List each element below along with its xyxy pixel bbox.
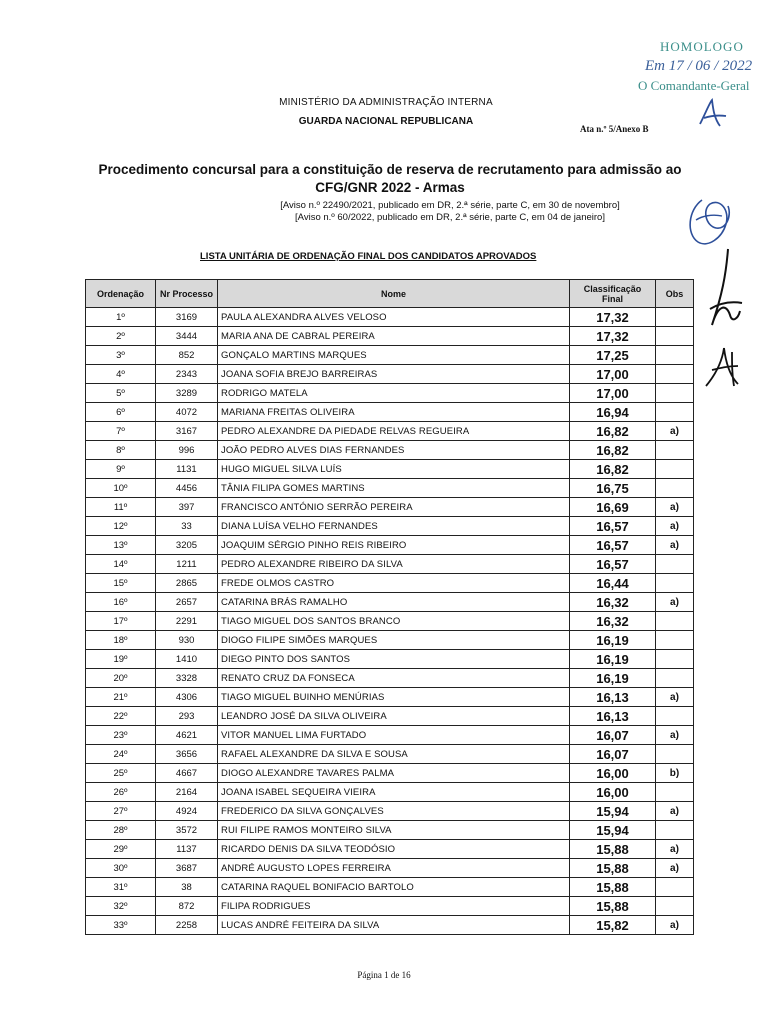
aviso-reference-2: [Aviso n.º 60/2022, publicado em DR, 2.ª série, parte C, em 04 de janeiro] [295,212,605,223]
nr-processo-cell: 4072 [156,403,218,422]
classificacao-cell: 16,82 [570,441,656,460]
classificacao-cell: 15,94 [570,802,656,821]
obs-cell [656,574,694,593]
obs-cell: a) [656,726,694,745]
classificacao-cell: 16,07 [570,726,656,745]
obs-cell [656,555,694,574]
classificacao-cell: 16,57 [570,555,656,574]
ordenacao-cell: 7º [86,422,156,441]
classificacao-cell: 15,88 [570,840,656,859]
table-row [86,612,694,631]
nr-processo-cell: 33 [156,517,218,536]
table-row [86,688,694,707]
obs-cell [656,783,694,802]
obs-cell [656,403,694,422]
classificacao-cell: 16,75 [570,479,656,498]
obs-cell: a) [656,593,694,612]
obs-cell [656,707,694,726]
ordenacao-cell: 29º [86,840,156,859]
nome-cell: TÂNIA FILIPA GOMES MARTINS [218,479,570,498]
organization-name: GUARDA NACIONAL REPUBLICANA [298,116,474,127]
classificacao-cell: 16,19 [570,631,656,650]
obs-cell [656,479,694,498]
ordenacao-cell: 8º [86,441,156,460]
column-header-ordenacao: Ordenação [86,280,156,308]
nr-processo-cell: 3444 [156,327,218,346]
classificacao-cell: 16,19 [570,650,656,669]
ordenacao-cell: 19º [86,650,156,669]
ordenacao-cell: 23º [86,726,156,745]
approval-stamp-title: HOMOLOGO [660,39,744,54]
table-row [86,897,694,916]
nome-cell: FREDE OLMOS CASTRO [218,574,570,593]
nr-processo-cell: 852 [156,346,218,365]
obs-cell [656,308,694,327]
table-row [86,384,694,403]
nr-processo-cell: 930 [156,631,218,650]
ordenacao-cell: 4º [86,365,156,384]
obs-cell [656,327,694,346]
obs-cell [656,612,694,631]
nr-processo-cell: 1211 [156,555,218,574]
classificacao-cell: 16,69 [570,498,656,517]
classificacao-cell: 15,88 [570,878,656,897]
signature-3 [702,344,742,390]
nr-processo-cell: 3289 [156,384,218,403]
nome-cell: CATARINA BRÁS RAMALHO [218,593,570,612]
nr-processo-cell: 4924 [156,802,218,821]
column-header-classificacao: Classificação Final [570,280,656,308]
nr-processo-cell: 2164 [156,783,218,802]
table-row [86,631,694,650]
ordenacao-cell: 26º [86,783,156,802]
nome-cell: CATARINA RAQUEL BONIFACIO BARTOLO [218,878,570,897]
column-header-obs: Obs [656,280,694,308]
table-row [86,536,694,555]
table-row [86,669,694,688]
ordenacao-cell: 18º [86,631,156,650]
table-row [86,460,694,479]
classificacao-cell: 16,13 [570,688,656,707]
nome-cell: PAULA ALEXANDRA ALVES VELOSO [218,308,570,327]
classificacao-cell: 16,57 [570,536,656,555]
ordenacao-cell: 12º [86,517,156,536]
table-row [86,498,694,517]
obs-cell [656,460,694,479]
table-row [86,308,694,327]
nr-processo-cell: 1131 [156,460,218,479]
classificacao-cell: 15,94 [570,821,656,840]
nr-processo-cell: 2343 [156,365,218,384]
classificacao-cell: 16,13 [570,707,656,726]
nome-cell: FRANCISCO ANTÓNIO SERRÃO PEREIRA [218,498,570,517]
nr-processo-cell: 2657 [156,593,218,612]
obs-cell: a) [656,422,694,441]
nome-cell: MARIANA FREITAS OLIVEIRA [218,403,570,422]
nome-cell: GONÇALO MARTINS MARQUES [218,346,570,365]
nome-cell: RAFAEL ALEXANDRE DA SILVA E SOUSA [218,745,570,764]
page-number: Página 1 de 16 [357,970,411,980]
classificacao-cell: 17,00 [570,365,656,384]
nome-cell: MARIA ANA DE CABRAL PEREIRA [218,327,570,346]
ordenacao-cell: 3º [86,346,156,365]
nr-processo-cell: 872 [156,897,218,916]
obs-cell [656,441,694,460]
ordenacao-cell: 27º [86,802,156,821]
table-row [86,726,694,745]
nr-processo-cell: 3167 [156,422,218,441]
table-row [86,327,694,346]
ordenacao-cell: 14º [86,555,156,574]
ordenacao-cell: 15º [86,574,156,593]
ordenacao-cell: 33º [86,916,156,935]
nr-processo-cell: 3656 [156,745,218,764]
obs-cell: a) [656,498,694,517]
nome-cell: RODRIGO MATELA [218,384,570,403]
nr-processo-cell: 4667 [156,764,218,783]
document-title-line-1: Procedimento concursal para a constituição de reserva de recrutamento para admissão ao [98,162,682,177]
ordenacao-cell: 17º [86,612,156,631]
classificacao-cell: 16,32 [570,593,656,612]
ordenacao-cell: 10º [86,479,156,498]
nome-cell: JOÃO PEDRO ALVES DIAS FERNANDES [218,441,570,460]
approval-stamp-role: O Comandante-Geral [638,78,750,93]
classificacao-cell: 16,44 [570,574,656,593]
nr-processo-cell: 3687 [156,859,218,878]
approval-stamp-date: Em 17 / 06 / 2022 [645,58,753,74]
classificacao-cell: 16,19 [570,669,656,688]
obs-cell [656,878,694,897]
nome-cell: FREDERICO DA SILVA GONÇALVES [218,802,570,821]
nome-cell: RUI FILIPE RAMOS MONTEIRO SILVA [218,821,570,840]
nr-processo-cell: 2291 [156,612,218,631]
ordenacao-cell: 9º [86,460,156,479]
obs-cell: a) [656,859,694,878]
table-row [86,574,694,593]
classificacao-cell: 15,88 [570,859,656,878]
table-row [86,422,694,441]
ordenacao-cell: 16º [86,593,156,612]
obs-cell [656,745,694,764]
table-row [86,650,694,669]
table-row [86,365,694,384]
nr-processo-cell: 1410 [156,650,218,669]
obs-cell [656,346,694,365]
classificacao-cell: 15,82 [570,916,656,935]
table-row [86,821,694,840]
nome-cell: ANDRÉ AUGUSTO LOPES FERREIRA [218,859,570,878]
nr-processo-cell: 397 [156,498,218,517]
nome-cell: HUGO MIGUEL SILVA LUÍS [218,460,570,479]
ordenacao-cell: 24º [86,745,156,764]
nome-cell: PEDRO ALEXANDRE RIBEIRO DA SILVA [218,555,570,574]
obs-cell: a) [656,536,694,555]
obs-cell: a) [656,517,694,536]
obs-cell [656,384,694,403]
table-row [86,707,694,726]
nr-processo-cell: 3572 [156,821,218,840]
nome-cell: DIEGO PINTO DOS SANTOS [218,650,570,669]
table-row [86,783,694,802]
nr-processo-cell: 1137 [156,840,218,859]
classificacao-cell: 16,82 [570,460,656,479]
ordenacao-cell: 1º [86,308,156,327]
nome-cell: RICARDO DENIS DA SILVA TEODÓSIO [218,840,570,859]
ordenacao-cell: 31º [86,878,156,897]
table-row [86,517,694,536]
ordenacao-cell: 28º [86,821,156,840]
obs-cell [656,631,694,650]
table-row [86,878,694,897]
list-title: LISTA UNITÁRIA DE ORDENAÇÃO FINAL DOS CANDIDATOS APROVADOS [200,251,537,262]
ordenacao-cell: 30º [86,859,156,878]
nr-processo-cell: 2258 [156,916,218,935]
classificacao-cell: 16,82 [570,422,656,441]
classificacao-cell: 16,32 [570,612,656,631]
ordenacao-cell: 11º [86,498,156,517]
ordenacao-cell: 25º [86,764,156,783]
nome-cell: VITOR MANUEL LIMA FURTADO [218,726,570,745]
obs-cell [656,669,694,688]
nr-processo-cell: 4621 [156,726,218,745]
obs-cell: a) [656,840,694,859]
nr-processo-cell: 3205 [156,536,218,555]
nome-cell: DIOGO FILIPE SIMÕES MARQUES [218,631,570,650]
nome-cell: LEANDRO JOSÉ DA SILVA OLIVEIRA [218,707,570,726]
classificacao-cell: 17,32 [570,308,656,327]
obs-cell [656,897,694,916]
table-header-row [86,280,694,308]
obs-cell [656,365,694,384]
nome-cell: LUCAS ANDRÉ FEITEIRA DA SILVA [218,916,570,935]
classificacao-cell: 16,57 [570,517,656,536]
obs-cell: a) [656,802,694,821]
table-row [86,840,694,859]
nr-processo-cell: 2865 [156,574,218,593]
nome-cell: JOANA ISABEL SEQUEIRA VIEIRA [218,783,570,802]
table-row [86,764,694,783]
ordenacao-cell: 13º [86,536,156,555]
nome-cell: DIOGO ALEXANDRE TAVARES PALMA [218,764,570,783]
ordenacao-cell: 2º [86,327,156,346]
ordenacao-cell: 5º [86,384,156,403]
table-row [86,441,694,460]
nr-processo-cell: 4306 [156,688,218,707]
table-row [86,916,694,935]
nome-cell: TIAGO MIGUEL BUINHO MENÚRIAS [218,688,570,707]
column-header-nr-processo: Nr Processo [156,280,218,308]
ordenacao-cell: 6º [86,403,156,422]
table-row [86,346,694,365]
classificacao-cell: 16,07 [570,745,656,764]
nr-processo-cell: 4456 [156,479,218,498]
classificacao-cell: 15,88 [570,897,656,916]
document-reference: Ata n.º 5/Anexo B [580,124,649,134]
ordenacao-cell: 32º [86,897,156,916]
classificacao-cell: 16,00 [570,764,656,783]
nome-cell: JOAQUIM SÉRGIO PINHO REIS RIBEIRO [218,536,570,555]
ordenacao-cell: 20º [86,669,156,688]
nome-cell: PEDRO ALEXANDRE DA PIEDADE RELVAS REGUEIRA [218,422,570,441]
classificacao-cell: 17,25 [570,346,656,365]
table-row [86,859,694,878]
nome-cell: TIAGO MIGUEL DOS SANTOS BRANCO [218,612,570,631]
obs-cell: a) [656,688,694,707]
obs-cell [656,650,694,669]
table-row [86,745,694,764]
aviso-reference-1: [Aviso n.º 22490/2021, publicado em DR, 2.ª série, parte C, em 30 de novembro] [280,200,620,211]
classificacao-cell: 17,00 [570,384,656,403]
ordenacao-cell: 22º [86,707,156,726]
table-row [86,479,694,498]
table-row [86,593,694,612]
table-row [86,802,694,821]
document-title [60,161,720,197]
candidates-table [85,279,694,935]
nr-processo-cell: 996 [156,441,218,460]
nome-cell: JOANA SOFIA BREJO BARREIRAS [218,365,570,384]
nome-cell: FILIPA RODRIGUES [218,897,570,916]
nr-processo-cell: 38 [156,878,218,897]
obs-cell [656,821,694,840]
table-row [86,555,694,574]
classificacao-cell: 17,32 [570,327,656,346]
document-title-line-2: CFG/GNR 2022 - Armas [315,180,465,195]
table-row [86,403,694,422]
classificacao-cell: 16,00 [570,783,656,802]
signature-2 [700,245,746,337]
obs-cell: b) [656,764,694,783]
ordenacao-cell: 21º [86,688,156,707]
classificacao-cell: 16,94 [570,403,656,422]
nr-processo-cell: 3328 [156,669,218,688]
nome-cell: RENATO CRUZ DA FONSECA [218,669,570,688]
nome-cell: DIANA LUÍSA VELHO FERNANDES [218,517,570,536]
column-header-nome: Nome [218,280,570,308]
obs-cell: a) [656,916,694,935]
nr-processo-cell: 293 [156,707,218,726]
nr-processo-cell: 3169 [156,308,218,327]
ministry-name: MINISTÉRIO DA ADMINISTRAÇÃO INTERNA [279,97,493,108]
